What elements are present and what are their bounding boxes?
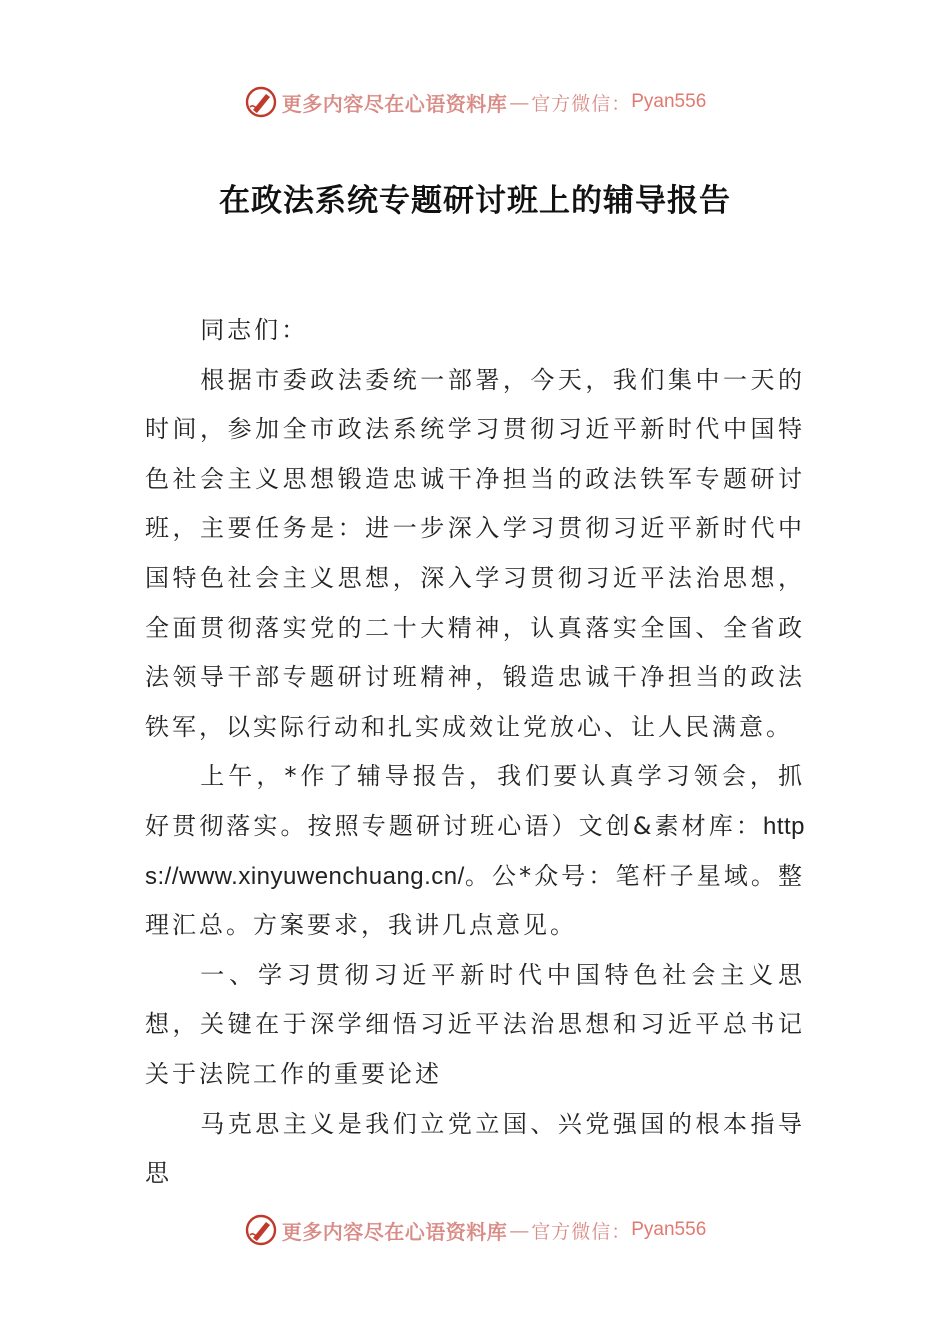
pen-logo-icon: [244, 85, 278, 119]
watermark-separator: —: [509, 1218, 530, 1242]
salutation: 同志们：: [200, 316, 309, 344]
watermark-wechat-id: Pyan556: [631, 1219, 707, 1240]
watermark-banner-bottom: [0, 1210, 950, 1250]
paragraph-with-link: [145, 752, 805, 950]
watermark-label: 官方微信：: [531, 92, 632, 115]
watermark-separator: —: [509, 90, 530, 114]
paragraph-text: 上午，*作了辅导报告，我们要认真学习领会，抓好贯彻落实。按照专题研讨班心语）文创&素材库：: [145, 762, 805, 840]
watermark-wechat-id: Pyan556: [631, 91, 707, 112]
watermark-text: 更多内容尽在心语资料库: [281, 1219, 508, 1244]
pen-logo-icon: [244, 1213, 278, 1247]
paragraph: 马克思主义是我们立党立国、兴党强国的根本指导思: [145, 1109, 805, 1188]
paragraph: 根据市委政法委统一部署，今天，我们集中一天的时间，参加全市政法系统学习贯彻习近平新时代中国特色社会主义思想锻造忠诚干净担当的政法铁军专题研讨班，主要任务是：进一步深入学习贯彻习近平新时代中国特色社会主义思想，深入学习贯彻习近平法治思想，全面贯彻落实党的二十大精神，认真落实全国、全省政法领导干部专题研讨班精神，锻造忠诚干净担当的政法铁军，以实际行动和扎实成效让党放心、让人民满意。: [145, 365, 805, 741]
watermark-banner-top: [0, 82, 950, 122]
website-url: https://www.xinyuwenchuang.cn/: [145, 812, 805, 890]
page-title: 在政法系统专题研讨班上的辅导报告: [219, 183, 731, 219]
document-body: [145, 306, 805, 1199]
watermark-text: 更多内容尽在心语资料库: [281, 91, 508, 116]
watermark-label: 官方微信：: [531, 1220, 632, 1243]
section-heading: 一、学习贯彻习近平新时代中国特色社会主义思想，关键在于深学细悟习近平法治思想和习近平总书记关于法院工作的重要论述: [145, 960, 805, 1088]
paragraph-text: 。公*众号：笔杆子星域。整理汇总。方案要求，我讲几点意见。: [145, 861, 805, 940]
